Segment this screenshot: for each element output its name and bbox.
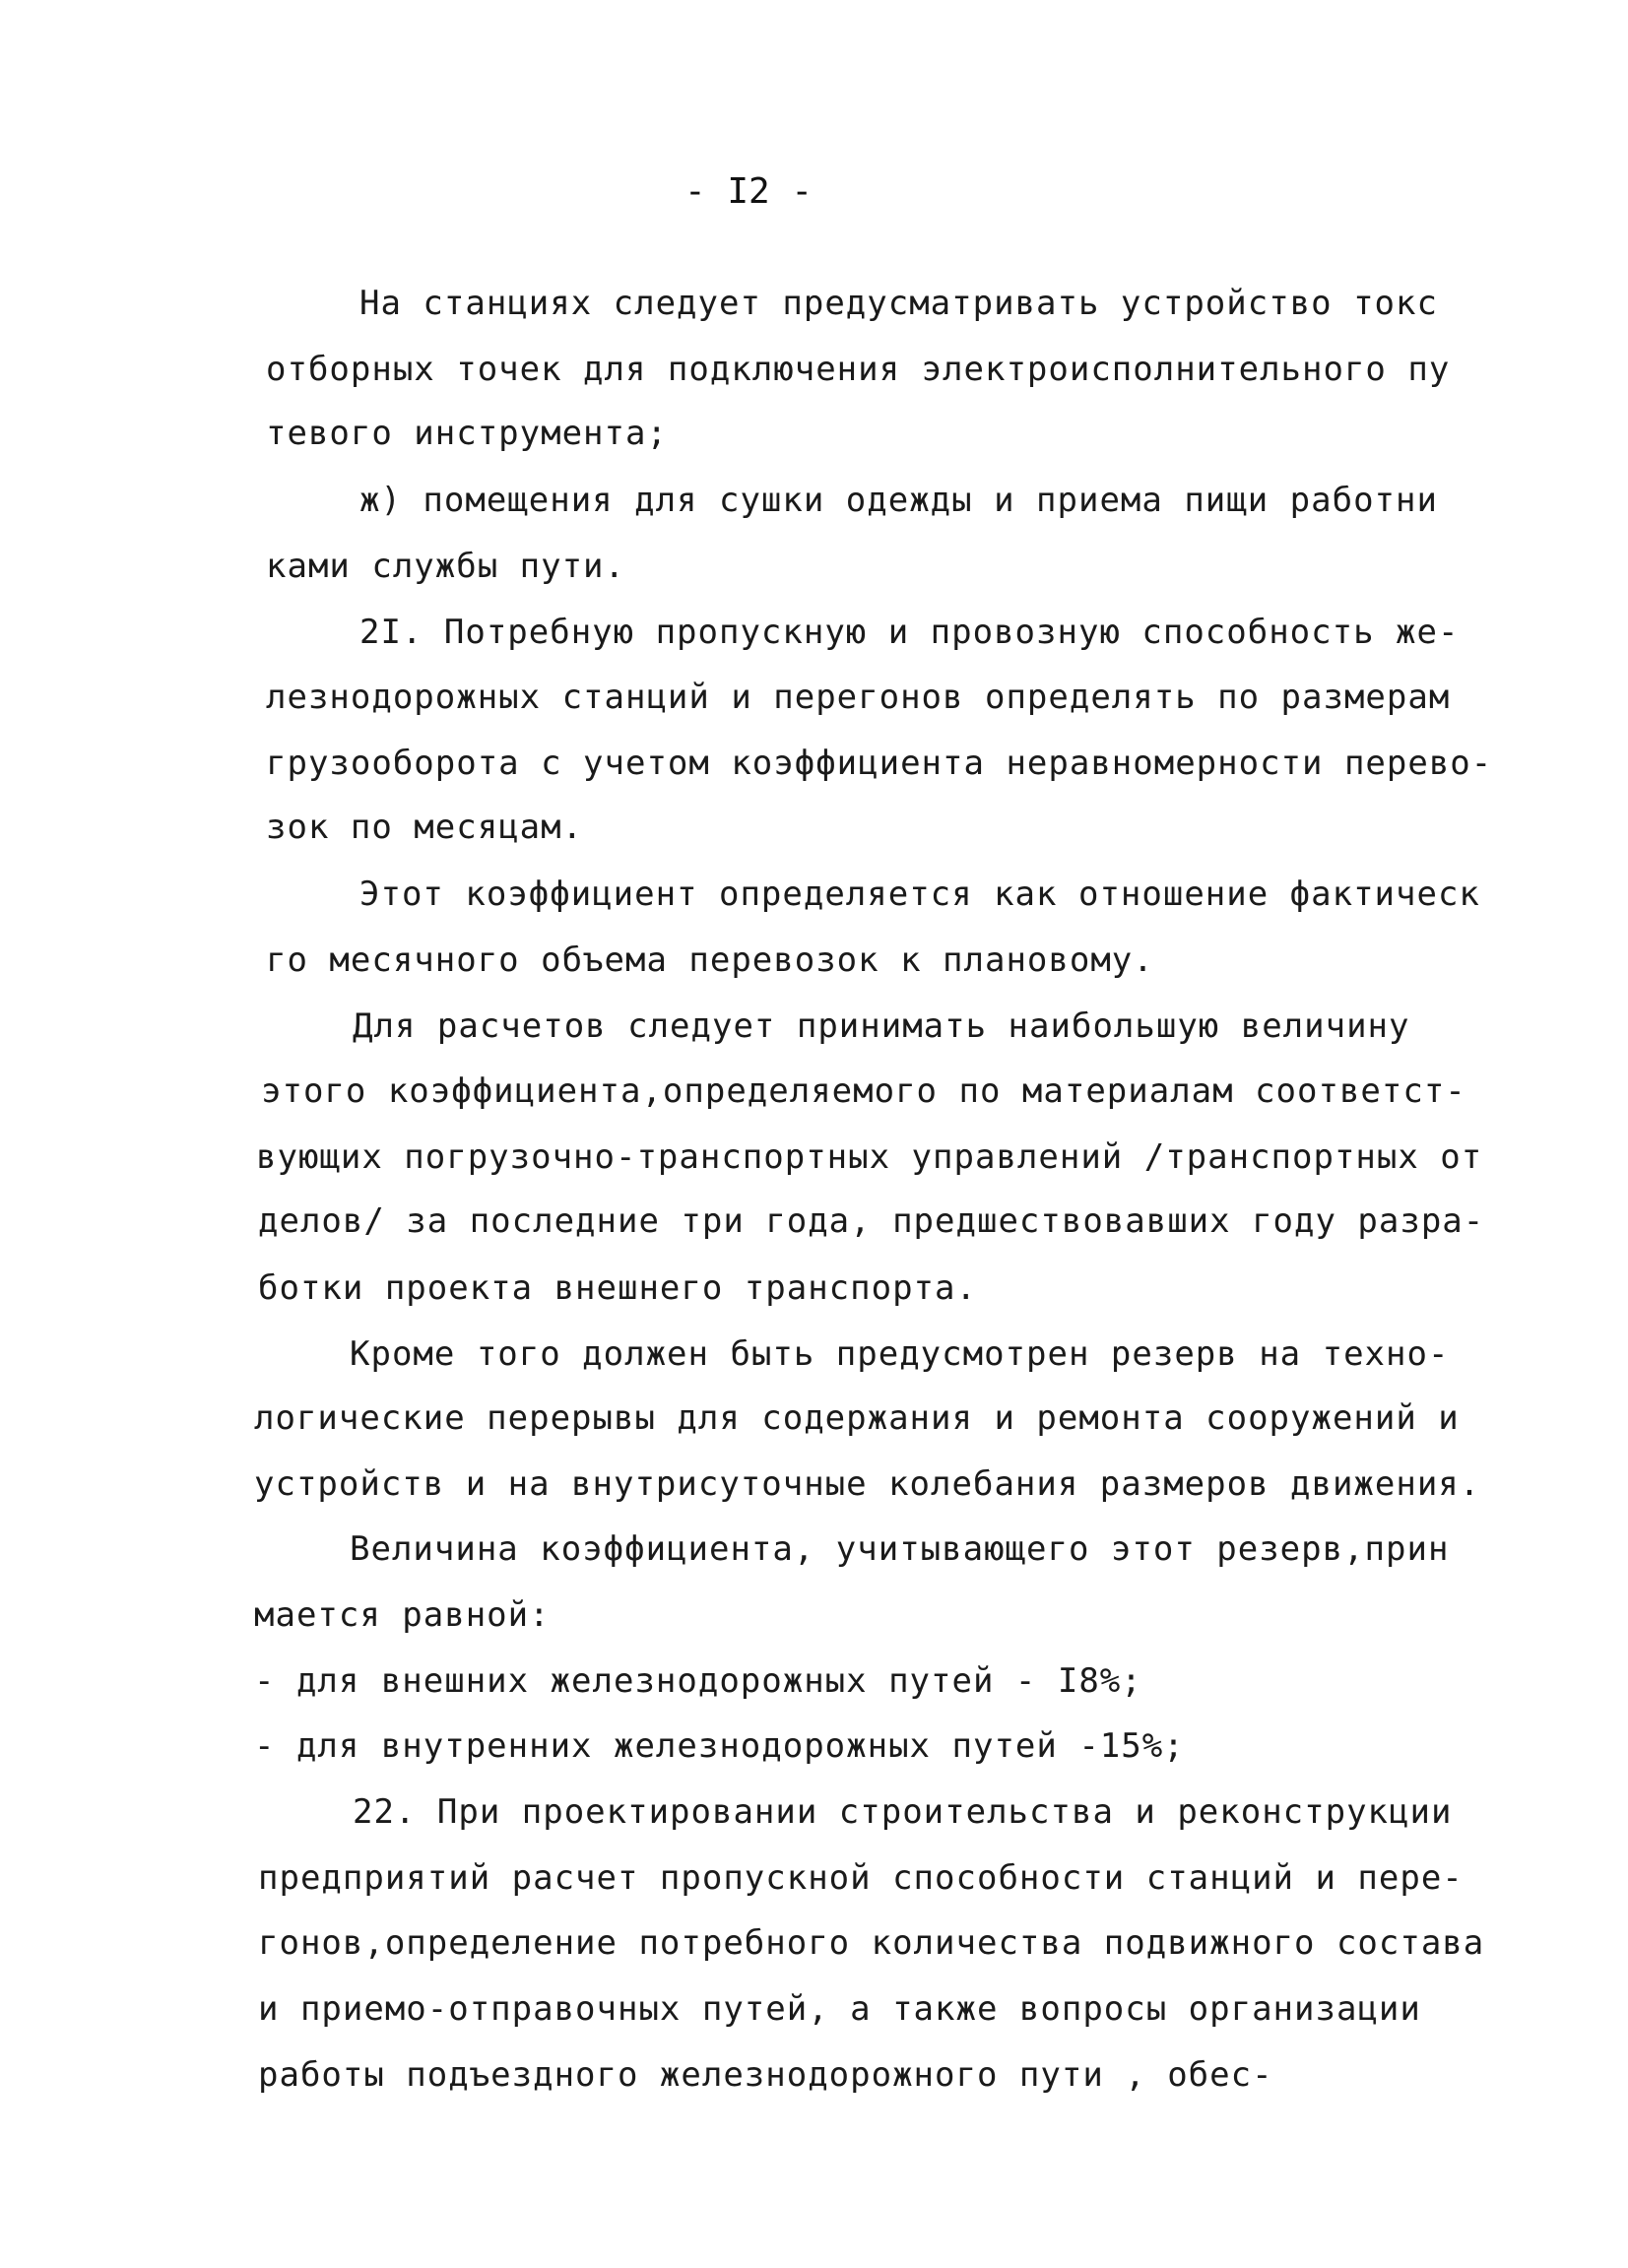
text-line: ками службы пути. bbox=[266, 547, 625, 586]
text-line: грузооборота с учетом коэффициента неравномерности перево- bbox=[266, 744, 1493, 783]
text-line: 22. При проектировании строительства и реконструкции bbox=[353, 1792, 1453, 1832]
text-line: делов/ за последние три года, предшествовавших году разра- bbox=[258, 1201, 1485, 1241]
text-line: Этот коэффициент определяется как отношение фактическ bbox=[359, 875, 1480, 914]
text-line: отборных точек для подключения электроисполнительного пу bbox=[266, 350, 1451, 389]
text-line: вующих погрузочно-транспортных управлений /транспортных от bbox=[256, 1137, 1483, 1177]
text-line: На станциях следует предусматривать устройство токс bbox=[359, 284, 1438, 323]
text-line: гонов,определение потребного количества подвижного состава bbox=[258, 1923, 1485, 1963]
text-line: - для внешних железнодорожных путей - I8%; bbox=[254, 1661, 1142, 1701]
text-line: Кроме того должен быть предусмотрен резерв на техно- bbox=[350, 1334, 1450, 1374]
text-line: ж) помещения для сушки одежды и приема пищи работни bbox=[359, 481, 1438, 520]
page-number: - I2 - bbox=[684, 171, 814, 212]
text-line: 2I. Потребную пропускную и провозную способность же- bbox=[359, 613, 1460, 652]
text-line: и приемо-отправочных путей, а также вопросы организации bbox=[258, 1989, 1421, 2029]
text-line: этого коэффициента,определяемого по материалам соответст- bbox=[261, 1071, 1466, 1111]
text-line: лезнодорожных станций и перегонов определять по размерам bbox=[266, 678, 1451, 717]
text-line: ботки проекта внешнего транспорта. bbox=[258, 1268, 977, 1308]
text-line: мается равной: bbox=[254, 1595, 551, 1635]
text-line: работы подъездного железнодорожного пути , обес- bbox=[258, 2055, 1273, 2095]
text-line: Величина коэффициента, учитывающего этот резерв,прин bbox=[350, 1529, 1450, 1569]
text-line: устройств и на внутрисуточные колебания размеров движения. bbox=[254, 1464, 1481, 1504]
text-line: логические перерывы для содержания и ремонта сооружений и bbox=[254, 1398, 1460, 1438]
text-line: - для внутренних железнодорожных путей -15%; bbox=[254, 1726, 1185, 1766]
text-line: го месячного объема перевозок к плановому. bbox=[266, 940, 1154, 980]
text-line: зок по месяцам. bbox=[266, 808, 584, 847]
text-line: предприятий расчет пропускной способности станций и пере- bbox=[258, 1858, 1464, 1898]
text-line: Для расчетов следует принимать наибольшую величину bbox=[353, 1006, 1410, 1046]
text-line: тевого инструмента; bbox=[266, 414, 668, 453]
